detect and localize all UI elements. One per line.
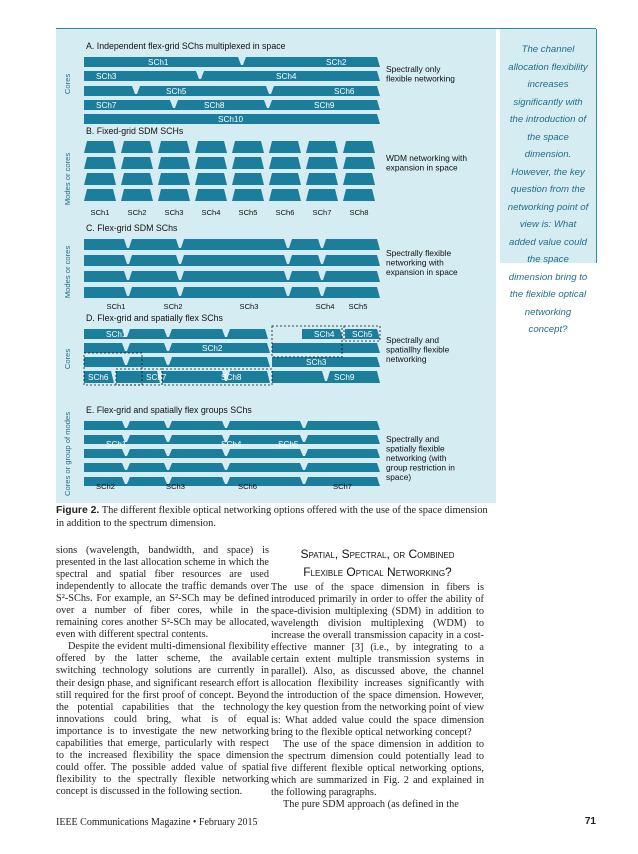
axis-label: SCh5 [238,208,258,217]
paragraph: The use of the space dimension in fibers is introduced primarily in order to offer the ability of space-division multiplexing (SDM) in addition to wavelength division multiplexing (WDM) to increase the overall transmission capacity in a cost-effective manner [3] (i.e., by integrating to a certain extent multiple transmission systems in parallel). Also, as discussed above, the channel allocation flexibility increases significantly with the introduction of the space dimension. However, the key question from the networking point of view is: What added value could the space dimension bring to the flexible optical networking concept? [271,582,484,738]
page-footer: IEEE Communications Magazine • February 2015 [56,817,258,828]
channel-slot [121,157,153,169]
paragraph: Despite the evident multi-dimensional flexibility offered by the latter scheme, the available switching technology solutions are currently in their design phase, and significant research effort is still required for the first proof of concept. Beyond the potential capabilities that the technology innovations could bring, what is of equal importance is to investigate the new networking capabilities that emerge, particularly with respect to the increased flexibility the space dimension could offer. The possible added value of spatial flexibility to the spectrally flexible networking concept is discussed in the following section. [56,641,269,797]
channel-slot [343,141,375,153]
caption-text: The different flexible optical networking options offered with the use of the space dimension in addition to the spectrum dimension. [56,505,488,529]
lane-e [84,449,380,458]
channel-slot [232,157,264,169]
channel-label: SCh4 [314,330,335,339]
panel-description: Spectrally flexible [386,248,452,258]
right-column [271,582,484,811]
axis-label: SCh8 [349,208,369,217]
section-heading [271,545,484,581]
panel-description: Spectrally and [386,335,440,345]
lane-c [84,255,380,266]
channel-slot [195,189,227,201]
channel-label: SCh7 [96,101,117,110]
lane-d [84,343,270,353]
channel-slot [84,189,116,201]
axis-label: SCh3 [164,208,184,217]
lane-d [162,371,270,383]
panel-ylabel: Cores [63,73,72,95]
panel-description: Spectrally only [386,64,441,74]
channel-slot [232,173,264,185]
channel-label: SCh1 [148,58,169,67]
panel-title: D. Flex-grid and spatially flex SChs [86,313,223,323]
channel-slot [269,189,301,201]
channel-slot [158,141,190,153]
axis-label: SCh6 [275,208,295,217]
panel-ylabel: Cores [63,348,72,370]
panel-description: networking (with [386,453,447,463]
channel-label: SCh4 [221,440,242,449]
channel-slot [306,189,338,201]
channel-slot [158,157,190,169]
channel-label: SCh7 [146,373,167,382]
paragraph: The use of the space dimension in addition to the spectrum dimension could potentially lead to five different flexible optical networking options, which are summarized in Fig. 2 and explained in the following paragraphs. [271,738,484,798]
left-column [56,545,269,798]
figure-2 [56,29,496,503]
panel-description: networking with [386,257,444,268]
lane-e [84,421,380,430]
axis-label: SCh5 [348,302,368,311]
channel-slot [306,141,338,153]
channel-label: SCh2 [326,58,347,67]
channel-label: SCh8 [204,101,225,110]
channel-slot [232,189,264,201]
lane-e [84,463,380,472]
panel-ylabel: Modes or cores [63,245,72,299]
figure-caption [56,505,496,530]
panel-title: B. Fixed-grid SDM SCHs [86,126,184,136]
paragraph: sions (wavelength, bandwidth, and space) is presented in the last allocation scheme in which the spectral and spatial fiber resources are used independently to allocate the traffic demands over S²-SChs. For example, an S²-SCh may be defined over a number of fiber cores, while in the remaining cores another S²-SCh may be allocated, even with different spectral contents. [56,545,269,641]
channel-slot [269,157,301,169]
channel-label: SCh5 [278,440,299,449]
channel-slot [121,173,153,185]
panel-title: C. Flex-grid SDM SChs [86,223,178,233]
lane-d [272,343,380,353]
page-number: 71 [584,816,596,827]
panel-description: Spectrally and [386,434,440,444]
channel-slot [343,157,375,169]
panel-description: flexible networking [386,73,455,84]
panel-ylabel: Cores or group of modes [63,412,72,496]
panel-title: A. Independent flex-grid SChs multiplexed in space [86,41,286,51]
axis-label: SCh2 [163,302,183,311]
lane-c [84,239,380,250]
panel-description: space) [386,472,412,482]
section-heading-line: Flexible Optical Networking? [303,565,452,579]
channel-label: SCh1 [106,440,127,449]
axis-label: SCh1 [106,302,126,311]
axis-label: SCh2 [127,208,147,217]
channel-label: SCh1 [106,330,127,339]
pull-quote [500,29,597,335]
panel-description: expansion in space [386,162,458,173]
panel-description: WDM networking with [386,153,467,163]
channel-slot [306,173,338,185]
channel-slot [158,173,190,185]
panel-ylabel: Modes or cores [63,152,72,206]
channel-slot [306,157,338,169]
channel-label: SCh4 [276,72,297,81]
channel-slot [269,173,301,185]
channel-slot [269,141,301,153]
panel-description: expansion in space [386,267,458,277]
channel-label: SCh2 [202,344,223,353]
channel-slot [158,189,190,201]
caption-label: Figure 2. [56,505,100,516]
channel-slot [84,173,116,185]
channel-slot [195,173,227,185]
channel-label: SCh10 [218,115,244,124]
lane-d [272,371,380,383]
axis-label: SCh7 [312,208,332,217]
channel-slot [84,157,116,169]
channel-slot [121,141,153,153]
panel-description: spatiallhy flexible [386,344,450,355]
channel-slot [343,173,375,185]
axis-label: SCh2 [96,482,115,491]
axis-label: SCh4 [201,208,221,217]
channel-label: SCh5 [352,330,373,339]
axis-label: SCh3 [239,302,259,311]
channel-slot [195,141,227,153]
panel-title: E. Flex-grid and spatially flex groups SChs [86,405,252,415]
channel-label: SCh6 [88,373,109,382]
paragraph: The pure SDM approach (as defined in the [283,798,459,810]
channel-slot [121,189,153,201]
axis-label: SCh1 [90,208,110,217]
section-heading-line: Spatial, Spectral, or Combined [300,547,455,561]
channel-slot [232,141,264,153]
channel-label: SCh3 [96,72,117,81]
lane-a [84,71,380,81]
channel-label: SCh9 [314,101,335,110]
channel-label: SCh6 [334,87,355,96]
channel-label: SCh3 [306,358,327,367]
axis-label: SCh3 [166,482,185,491]
figure-2-diagram [56,29,496,503]
pull-quote-text: The channel allocation flexibility increases significantly with the introduction of the space dimension. However, the key question from the networking point of view is: What added value could the space dimension bring to the flexible optical networking concept? [507,44,589,335]
lane-d [84,357,270,367]
axis-label: SCh6 [238,482,257,491]
channel-label: SCh8 [221,373,242,382]
channel-slot [195,157,227,169]
panel-description: group restriction in [386,462,455,473]
panel-description: spatially flexible [386,443,445,454]
lane-c [84,287,380,298]
axis-label: SCh7 [333,482,352,491]
lane-c [84,271,380,282]
axis-label: SCh4 [315,302,335,311]
channel-slot [84,141,116,153]
panel-description: networking [386,354,427,364]
channel-slot [343,189,375,201]
channel-label: SCh5 [166,87,187,96]
lane-a [84,100,380,110]
channel-label: SCh9 [334,373,355,382]
